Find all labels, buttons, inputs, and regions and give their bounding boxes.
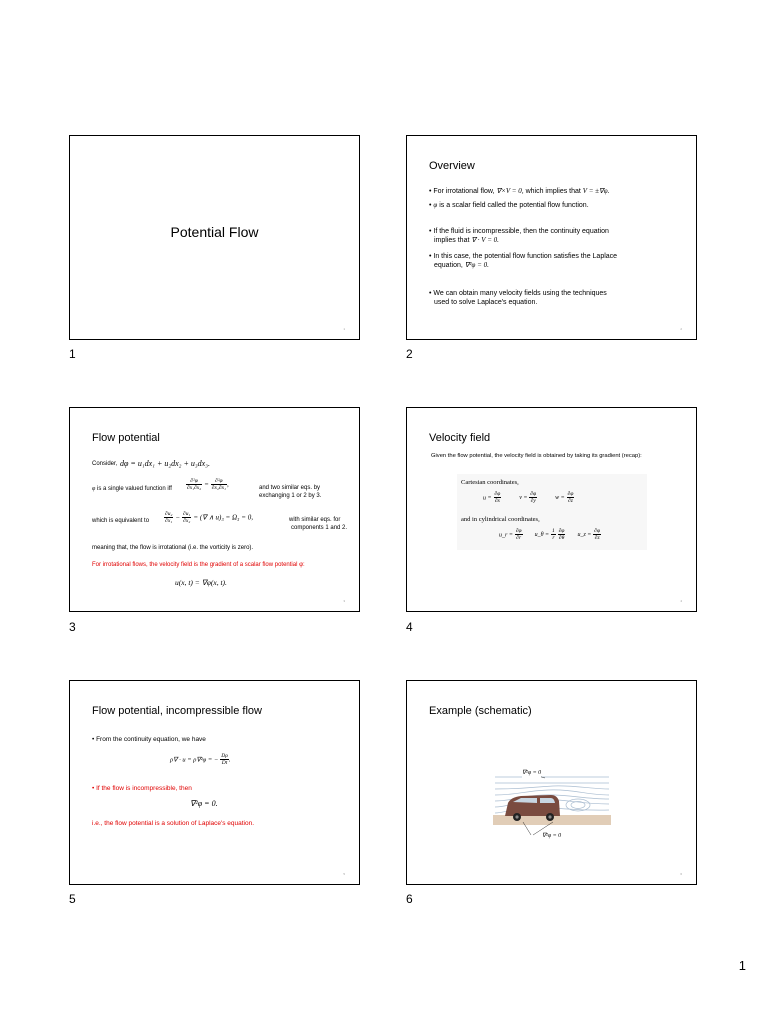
overview-bullet-3: • If the fluid is incompressible, then the continuity equation implies that ∇ · V = 0. [429, 228, 609, 244]
slide-number-label: 1 [69, 347, 76, 361]
equivalent-text: which is equivalent to [92, 518, 150, 524]
continuity-bullet: • From the continuity equation, we have [92, 736, 206, 743]
slide-2[interactable] [406, 135, 697, 340]
slide-corner-number: 3 [343, 599, 345, 603]
equations-panel [457, 474, 647, 550]
slide-corner-number: 1 [343, 327, 345, 331]
similar-note: with similar eqs. for components 1 and 2. [289, 517, 348, 531]
equation-vorticity: $\frac{\text{∂u₂}}{\text{∂x₁}}$ − $\frac{\text{∂u₁}}{\text{∂x₂}}$ = (∇ ∧ u)₃ = Ω₃ = 0, [165, 511, 253, 524]
equation-dphi: dφ = u₁dx₁ + u₂dx₂ + u₃dx₃. [120, 459, 210, 468]
slide-number-label: 4 [406, 620, 413, 634]
incompressible-bullet: • If the flow is incompressible, then [92, 785, 192, 792]
overview-bullet-4: • In this case, the potential flow function satisfies the Laplace equation, ∇²φ = 0. [429, 253, 618, 269]
slide-corner-number: 6 [680, 872, 682, 876]
slide-title: Flow potential, incompressible flow [92, 705, 262, 717]
slide-6[interactable] [406, 680, 697, 885]
overview-bullet-2: • φ is a scalar field called the potential flow function. [429, 201, 589, 209]
slide-number-label: 5 [69, 892, 76, 906]
cartesian-equations: u = $\frac{\partial\varphi}{\partial x}$ v = $\frac{\partial\varphi}{\partial y}$ w = $\frac{\partial\varphi}{\partial z}$ [483, 491, 574, 504]
velocity-intro: Given the flow potential, the velocity field is obtained by taking its gradient (recap): [431, 453, 642, 459]
slide-title: Overview [429, 160, 475, 172]
slide-corner-number: 5 [343, 872, 345, 876]
irrotational-statement: For irrotational flows, the velocity field is the gradient of a scalar flow potential φ: [92, 562, 305, 568]
meaning-text: meaning that, the flow is irrotational (i.e. the vorticity is zero). [92, 545, 254, 551]
equation-continuity: ρ∇ · u = ρ∇²φ = − $\frac{D\rho}{Dt}$ . [170, 753, 231, 766]
equation-laplace: ∇²φ = 0. [190, 799, 218, 808]
laplace-conclusion: i.e., the flow potential is a solution of Laplace's equation. [92, 820, 255, 827]
slide-title: Potential Flow [170, 224, 259, 240]
cylindrical-equations: u_r = $\frac{\partial\varphi}{\partial r}$ u_θ = $\frac{1}{r}$ $\frac{\partial\varphi}{\partial\theta}$ u_z = $\frac{\partial\varphi}{\partial z}$ [499, 528, 601, 541]
overview-bullet-5: • We can obtain many velocity fields using the techniques used to solve Laplace's equation. [429, 290, 607, 306]
consider-label: Consider, [92, 461, 118, 467]
slide-5[interactable] [69, 680, 360, 885]
slide-number-label: 3 [69, 620, 76, 634]
slide-3[interactable] [69, 407, 360, 612]
laplace-label-bottom: ∇²φ = 0 [542, 833, 562, 839]
slide-corner-number: 2 [680, 327, 682, 331]
slide-number-label: 6 [406, 892, 413, 906]
slide-title: Flow potential [92, 432, 160, 444]
slide-corner-number: 4 [680, 599, 682, 603]
slide-4[interactable] [406, 407, 697, 612]
single-valued-text: φ is a single valued function iff [92, 486, 172, 492]
slide-number-label: 2 [406, 347, 413, 361]
slide-1[interactable] [69, 135, 360, 340]
page-number: 1 [738, 958, 746, 973]
equation-gradient: u(x, t) = ∇φ(x, t). [175, 578, 227, 587]
cylindrical-label: and in cylindrical coordinates, [461, 516, 540, 523]
slide-title: Velocity field [429, 432, 491, 444]
slide-title: Example (schematic) [429, 705, 532, 717]
cartesian-label: Cartesian coordinates, [461, 479, 519, 486]
two-similar-note: and two similar eqs. by exchanging 1 or 2 by 3. [259, 485, 322, 499]
equation-mixed-derivatives: $\frac{\text{∂²φ}}{\text{∂x₁∂x₂}}$ = $\frac{\text{∂²φ}}{\text{∂x₂∂x₁}}$ , [187, 478, 229, 491]
laplace-label-top: ∇²φ = 0 [522, 770, 542, 776]
overview-bullet-1: • For irrotational flow, ∇×V = 0, which implies that V = ±∇φ. [429, 187, 610, 195]
